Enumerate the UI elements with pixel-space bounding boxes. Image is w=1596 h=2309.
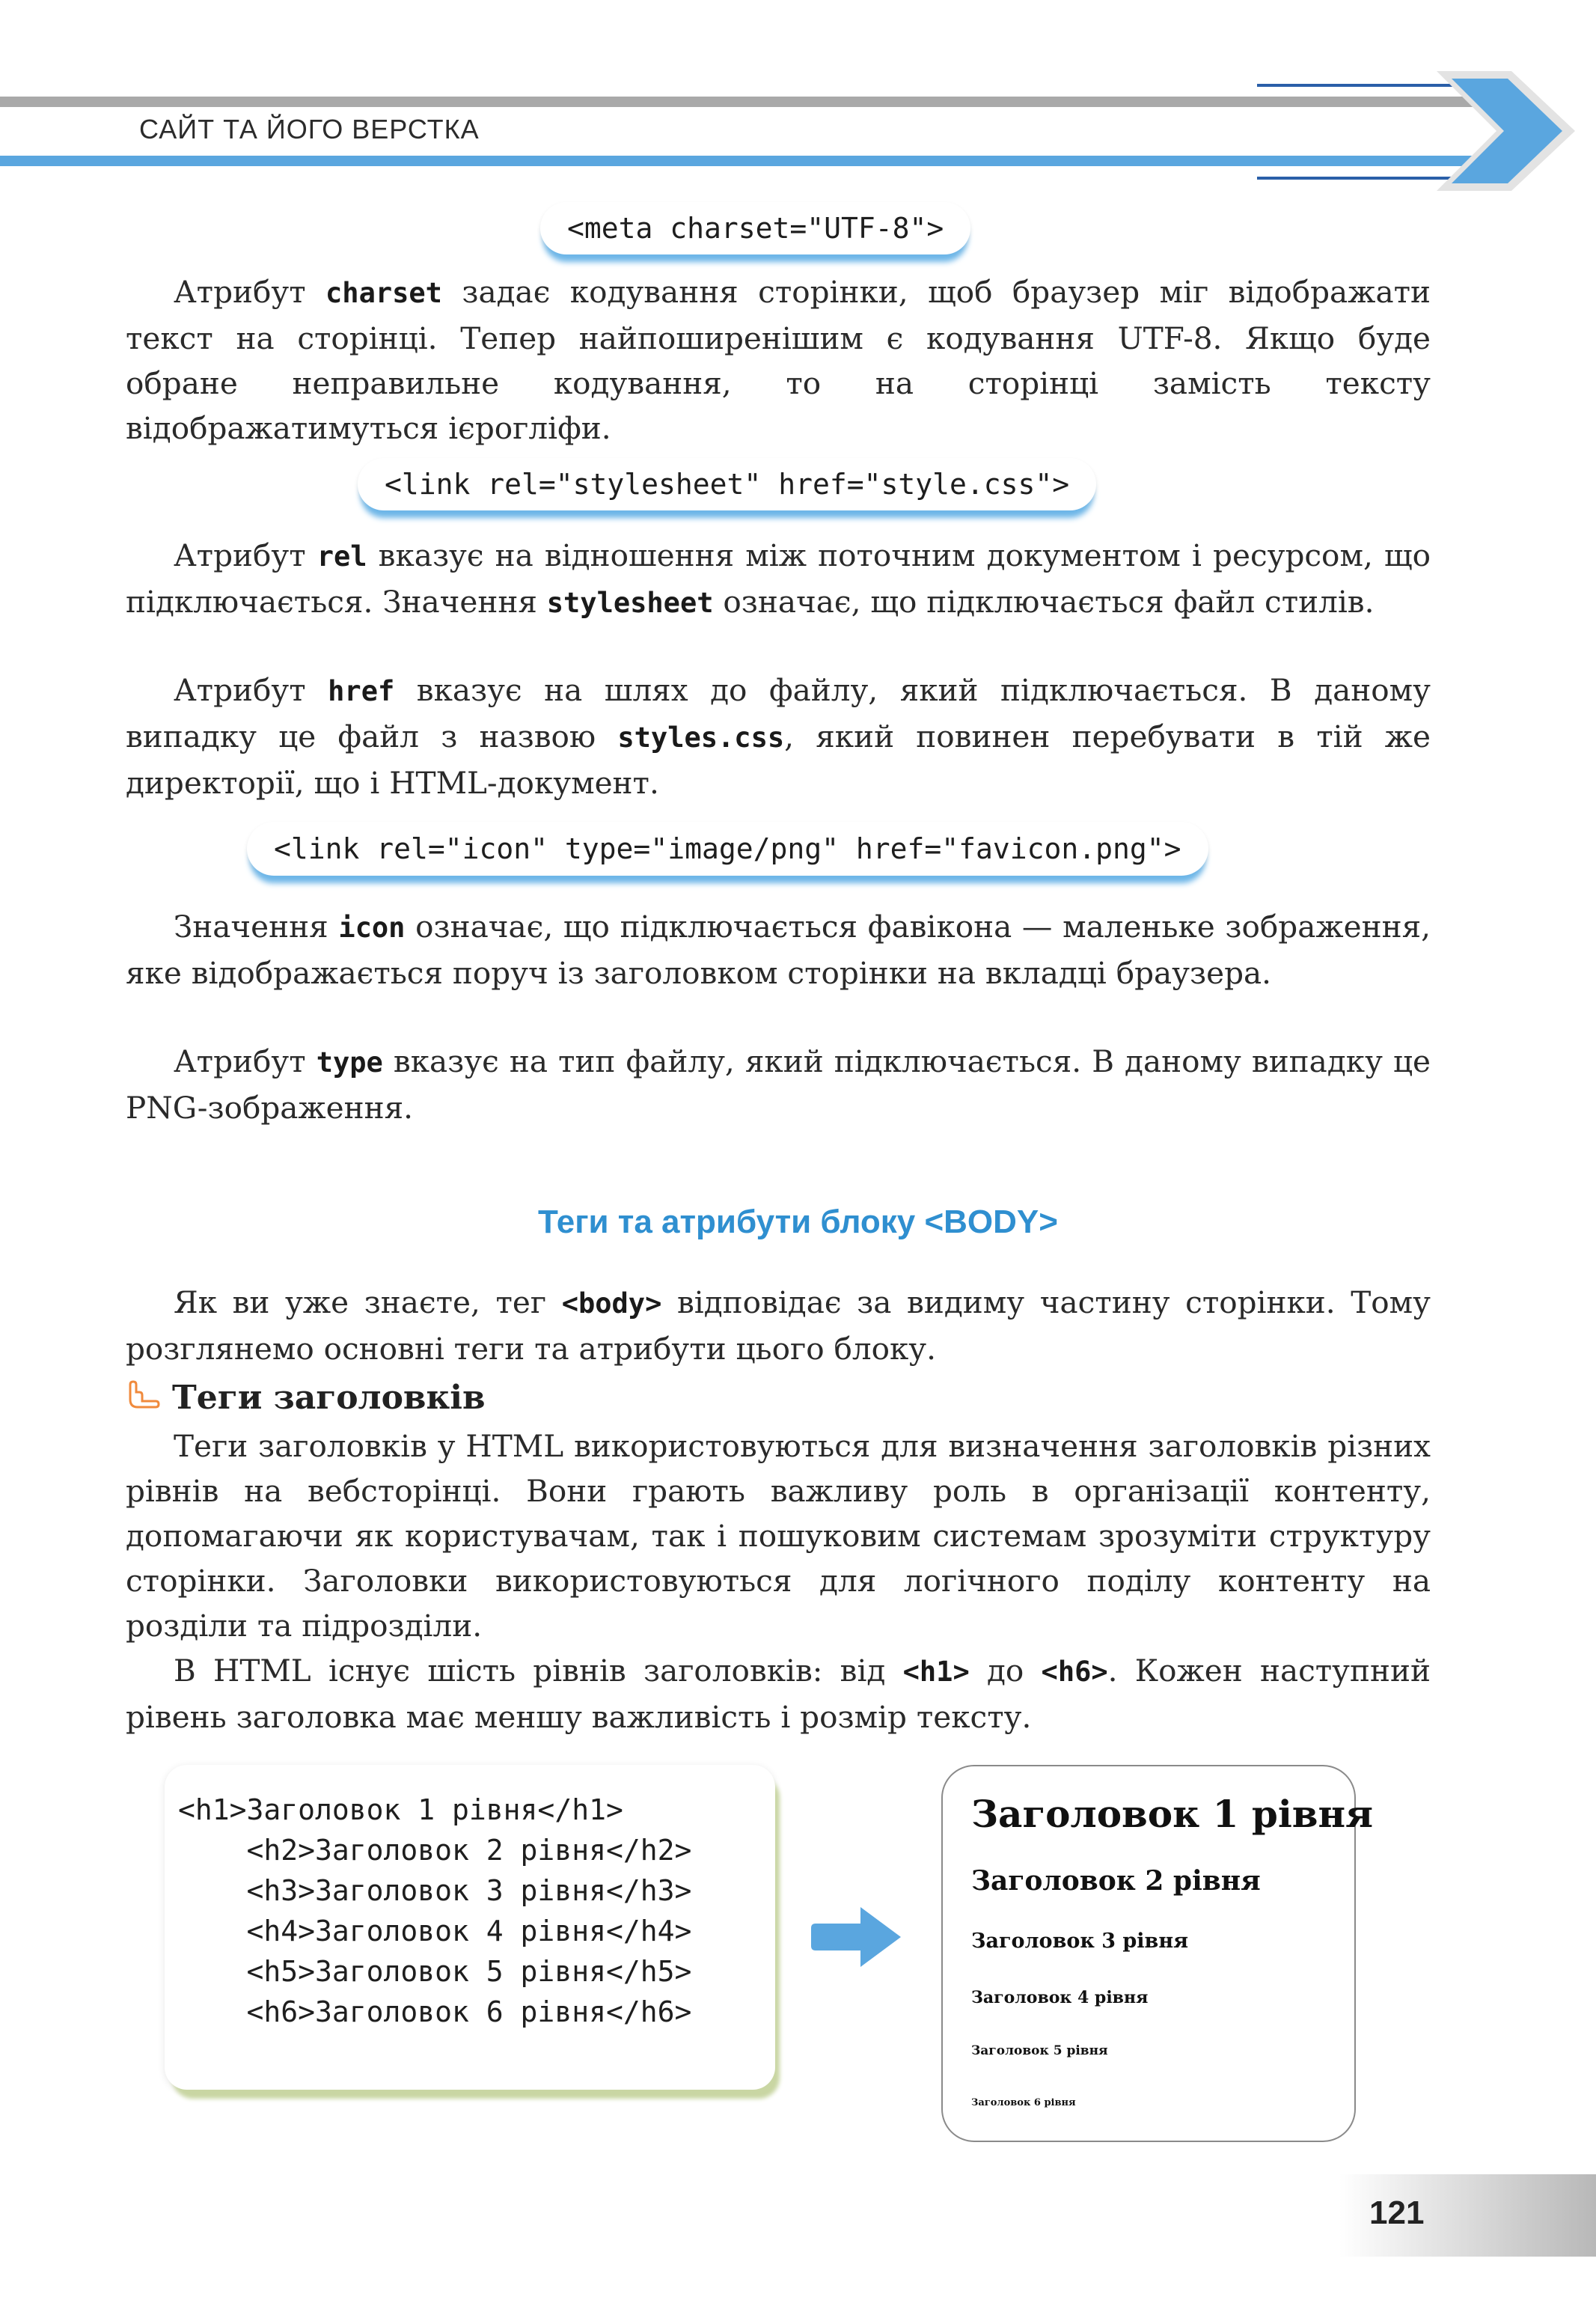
section-title: Теги та атрибути блоку <BODY> [538, 1204, 1058, 1240]
code-pill-text: <meta charset="UTF-8"> [567, 212, 944, 245]
code-line: <h1>Заголовок 1 рівня</h1> [178, 1793, 623, 1826]
paragraph-charset [126, 269, 1431, 451]
text: Значення [174, 909, 339, 945]
rendered-headings-preview [941, 1765, 1374, 2142]
paragraph-body-intro [126, 1280, 1431, 1371]
inline-code: type [316, 1046, 383, 1079]
text: Як ви уже знаєте, тег [174, 1284, 562, 1320]
text: Атрибут [174, 1043, 317, 1079]
rendered-h2: Заголовок 2 рівня [971, 1865, 1261, 1897]
text: означає, що підключається фавікона — маленьке зображення, яке відображається поруч із заголовком сторінки на вкладці браузера. [126, 909, 1431, 991]
paragraph-href [126, 668, 1431, 805]
code-pill-stylesheet [358, 458, 1096, 510]
inline-code: stylesheet [546, 587, 714, 619]
code-line: <h5>Заголовок 5 рівня</h5> [178, 1955, 692, 1988]
code-pill-meta [540, 202, 970, 254]
inline-code: icon [338, 912, 406, 944]
inline-code: <h6> [1041, 1656, 1108, 1688]
code-line: <h3>Заголовок 3 рівня</h3> [178, 1874, 692, 1907]
code-line: <h6>Заголовок 6 рівня</h6> [178, 1995, 692, 2028]
inline-code: <body> [561, 1287, 662, 1320]
inline-code: charset [325, 277, 442, 309]
header-chevron-icon [1422, 67, 1579, 195]
inline-code: rel [317, 540, 367, 573]
code-line: <h4>Заголовок 4 рівня</h4> [178, 1915, 692, 1947]
code-pill-text: <link rel="stylesheet" href="style.css"> [385, 468, 1070, 501]
text: до [969, 1653, 1042, 1689]
text: . Кожен наступний рівень заголовка має меншу важливість і розмір тексту. [126, 1653, 1431, 1735]
code-pill-text: <link rel="icon" type="image/png" href="favicon.png"> [274, 832, 1181, 865]
text: вказує на тип файлу, який підключається. В даному випадку це PNG-зображення. [126, 1043, 1431, 1126]
pointing-hand-icon [126, 1379, 163, 1416]
paragraph-type [126, 1039, 1431, 1130]
text: Теги заголовків у HTML використовуються для визначення заголовків різних рівнів на вебсторінці. Вони грають важливу роль в організації контенту, допомагаючи як користувачам, так і пошуковим системам зрозуміти структуру сторінки. Заголовки використовуються для логічного поділу контенту на розділи та підрозділи. [126, 1428, 1431, 1644]
text: означає, що підключається файл стилів. [713, 584, 1375, 620]
rendered-h5: Заголовок 5 рівня [971, 2043, 1108, 2058]
text: В HTML існує шість рівнів заголовків: від [174, 1653, 903, 1689]
rendered-h1: Заголовок 1 рівня [971, 1792, 1374, 1836]
paragraph-icon [126, 904, 1431, 995]
text: відповідає за видиму частину сторінки. Тому розглянемо основні теги та атрибути цього блоку. [126, 1284, 1431, 1367]
text: задає кодування сторінки, щоб браузер міг відображати текст на сторінці. Тепер найпоширенішим є кодування UTF-8. Якщо буде обране неправильне кодування, то на сторінці замість тексту відображатимуться ієрогліфи. [126, 274, 1431, 446]
text: Атрибут [174, 274, 326, 310]
text: вказує на шлях до файлу, який підключається. В даному випадку це файл з назвою [126, 672, 1431, 754]
code-pill-icon [247, 822, 1208, 876]
text: Атрибут [174, 537, 317, 573]
text: вказує на відношення між поточним документом і ресурсом, що підключається. Значення [126, 537, 1431, 620]
inline-code: <h1> [902, 1656, 970, 1688]
running-header-title: САЙТ ТА ЙОГО ВЕРСТКА [139, 114, 480, 144]
rendered-h6: Заголовок 6 рівня [971, 2097, 1076, 2108]
inline-code: styles.css [617, 722, 785, 754]
rendered-h4: Заголовок 4 рівня [971, 1988, 1149, 2007]
paragraph-headings [126, 1424, 1431, 1648]
right-arrow-icon [810, 1901, 907, 1973]
text: , який повинен перебувати в тій же директорії, що і HTML-документ. [126, 719, 1431, 801]
paragraph-rel [126, 533, 1431, 626]
code-line: <h2>Заголовок 2 рівня</h2> [178, 1834, 692, 1867]
header-rule-blue [0, 156, 1489, 166]
code-example-box [165, 1765, 775, 2090]
inline-code: href [328, 675, 395, 707]
rendered-h3: Заголовок 3 рівня [971, 1930, 1189, 1953]
text: Атрибут [174, 672, 328, 708]
header-rule-gray [0, 97, 1482, 107]
paragraph-heading-levels [126, 1648, 1431, 1739]
page-number: 121 [1369, 2194, 1425, 2231]
subheading: Теги заголовків [172, 1379, 486, 1417]
